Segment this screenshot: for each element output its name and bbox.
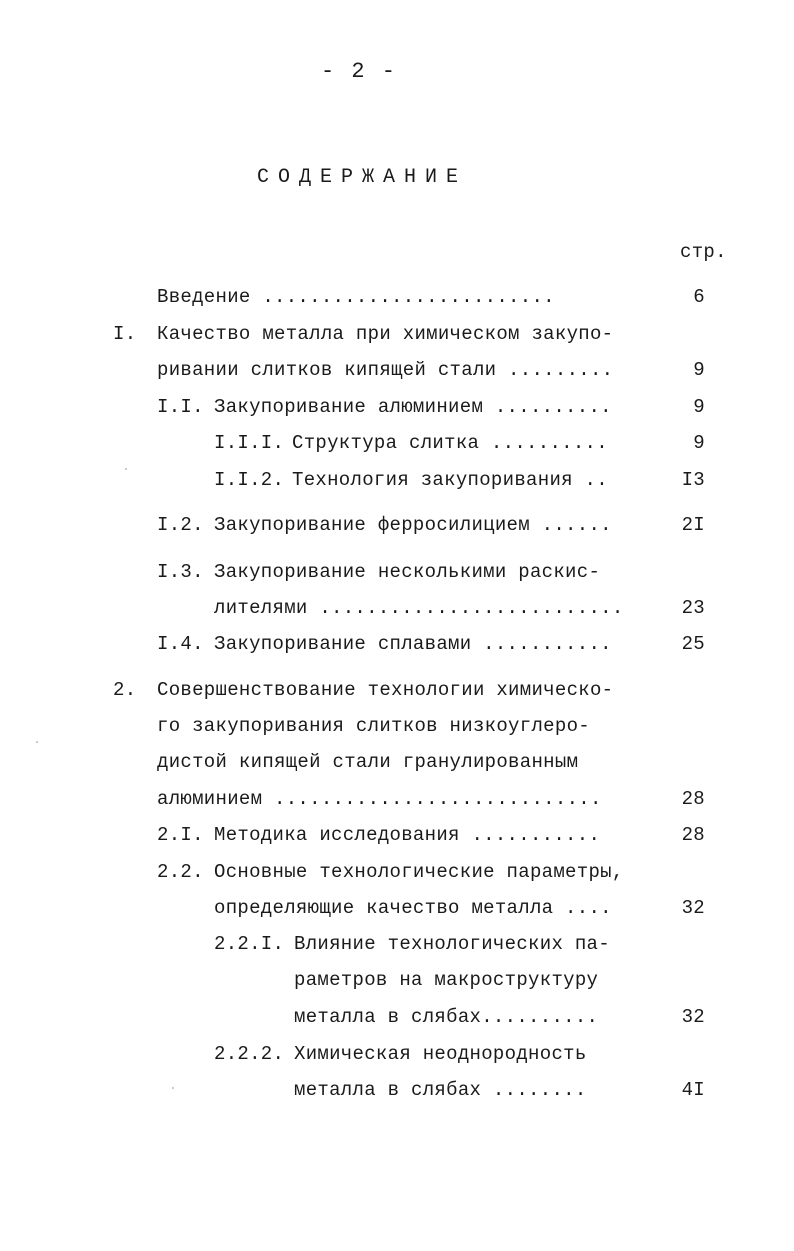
toc-entry-text: Совершенствование технологии химическо- <box>157 679 614 701</box>
toc-entry-number: 2.2.2. <box>214 1043 285 1065</box>
toc-entry-number: I.I. <box>157 396 204 418</box>
toc-entry-text: определяющие качество металла .... <box>214 897 612 919</box>
toc-entry-text: Закупоривание несколькими раскис- <box>214 561 601 583</box>
toc-entry-page: 2I <box>681 514 705 536</box>
toc-entry-number: 2.2. <box>157 861 204 883</box>
toc-entry-text: Методика исследования ........... <box>214 824 601 846</box>
page-title: СОДЕРЖАНИЕ <box>257 166 468 189</box>
toc-entry-number: I.I.I. <box>214 432 285 454</box>
toc-entry-page: 9 <box>693 396 705 418</box>
toc-entry-text: Основные технологические параметры, <box>214 861 624 883</box>
toc-entry-text: Закупоривание ферросилицием ...... <box>214 514 612 536</box>
toc-entry-page: I3 <box>681 469 705 491</box>
scan-speck <box>36 741 38 743</box>
toc-entry-text: металла в слябах.......... <box>294 1006 599 1028</box>
toc-entry-text: раметров на макроструктуру <box>294 969 599 991</box>
toc-entry-number: I. <box>113 323 137 345</box>
toc-entry-text: металла в слябах ........ <box>294 1079 587 1101</box>
toc-entry-number: I.4. <box>157 633 204 655</box>
scan-speck <box>172 1087 174 1089</box>
toc-entry-text: Закупоривание алюминием .......... <box>214 396 612 418</box>
toc-entry-text: Влияние технологических па- <box>294 933 610 955</box>
toc-entry-number: 2.I. <box>157 824 204 846</box>
toc-entry-text: Качество металла при химическом закупо- <box>157 323 614 345</box>
toc-entry-text: Химическая неоднородность <box>294 1043 587 1065</box>
toc-entry-page: 28 <box>681 788 705 810</box>
toc-entry-page: 6 <box>693 286 705 308</box>
toc-entry-number: I.I.2. <box>214 469 285 491</box>
toc-entry-text: го закупоривания слитков низкоуглеро- <box>157 715 590 737</box>
toc-entry-text: Введение ......................... <box>157 286 555 308</box>
page-number: - 2 - <box>321 59 398 84</box>
toc-entry-page: 9 <box>693 432 705 454</box>
toc-entry-page: 4I <box>681 1079 705 1101</box>
toc-entry-page: 9 <box>693 359 705 381</box>
page-column-label: стр. <box>680 241 727 263</box>
toc-entry-page: 23 <box>681 597 705 619</box>
toc-entry-page: 32 <box>681 1006 705 1028</box>
toc-entry-text: дистой кипящей стали гранулированным <box>157 751 579 773</box>
toc-entry-text: Структура слитка .......... <box>292 432 608 454</box>
toc-entry-text: ривании слитков кипящей стали ......... <box>157 359 614 381</box>
toc-entry-number: I.2. <box>157 514 204 536</box>
toc-entry-page: 25 <box>681 633 705 655</box>
toc-entry-page: 28 <box>681 824 705 846</box>
toc-entry-page: 32 <box>681 897 705 919</box>
scan-speck <box>125 468 127 470</box>
toc-entry-text: лителями .......................... <box>214 597 624 619</box>
toc-entry-number: 2. <box>113 679 137 701</box>
toc-entry-text: алюминием ............................ <box>157 788 602 810</box>
toc-entry-text: Технология закупоривания .. <box>292 469 608 491</box>
toc-entry-number: 2.2.I. <box>214 933 285 955</box>
toc-entry-text: Закупоривание сплавами ........... <box>214 633 612 655</box>
toc-entry-number: I.3. <box>157 561 204 583</box>
